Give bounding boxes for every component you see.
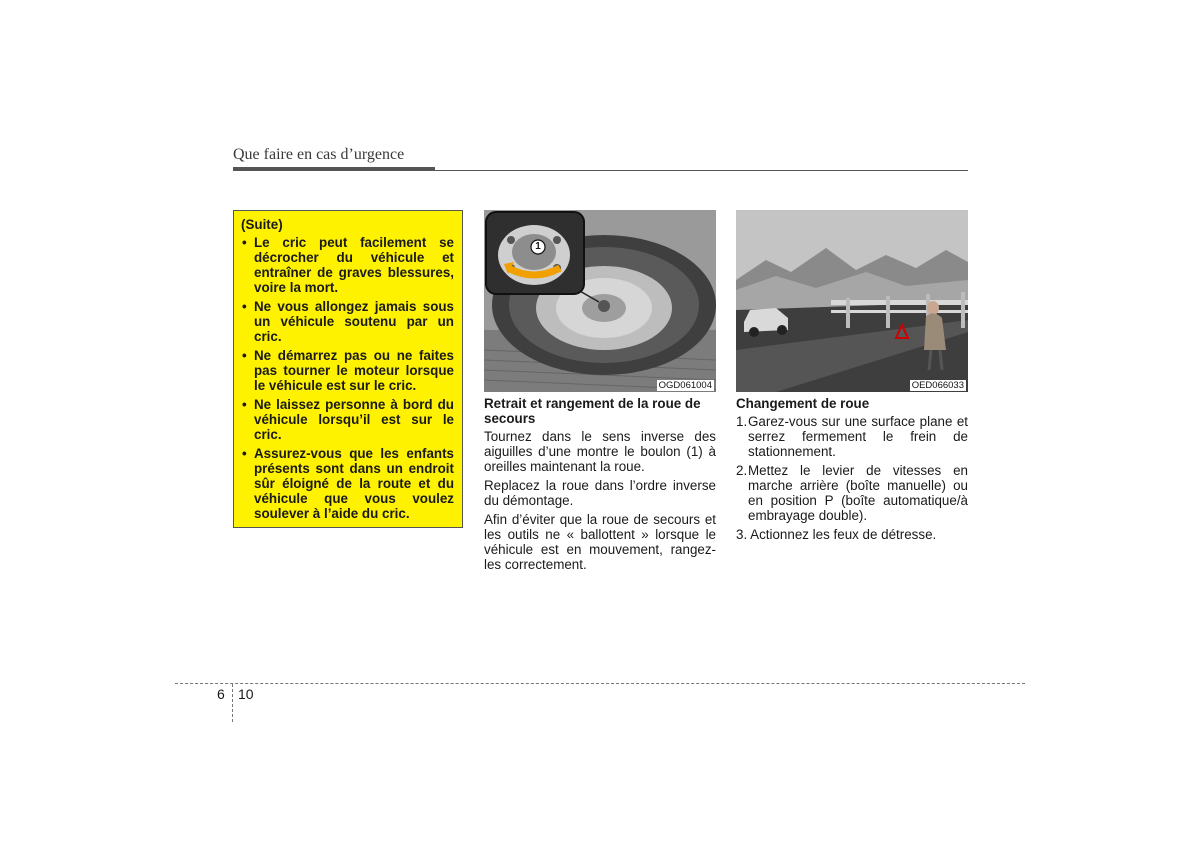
bullet-icon: •	[242, 348, 247, 363]
warning-item-text: Ne vous allongez jamais sous un véhicule soutenu par un cric.	[254, 299, 454, 344]
warning-item-text: Ne laissez personne à bord du véhicule lorsqu’il est sur le cric.	[254, 397, 454, 442]
step-text: Garez-vous sur une surface plane et serrez fermement le frein de stationnement.	[748, 414, 968, 459]
warning-item-text: Le cric peut facilement se décrocher du véhicule et entraîner de graves blessures, voire la mort.	[254, 235, 454, 295]
chapter-number: 6	[217, 686, 225, 702]
warning-item-text: Assurez-vous que les enfants présents sont dans un endroit sûr éloigné de la route et du véhicule que vous voulez soulever à l’aide du cric.	[254, 446, 454, 521]
step-text: Mettez le levier de vitesses en marche arrière (boîte manuelle) ou en position P (boîte automatique/à embrayage double).	[748, 463, 968, 523]
warning-title: (Suite)	[241, 217, 283, 232]
step-item	[736, 414, 968, 459]
figure-code: OGD061004	[658, 380, 712, 391]
steps-list	[736, 414, 968, 542]
warning-item	[241, 348, 454, 393]
paragraph: Afin d’éviter que la roue de secours et les outils ne « ballottent » lorsque le véhicule est en mouvement, rangez-les correctement.	[484, 512, 716, 572]
step-number: 3.	[736, 527, 751, 542]
bullet-icon: •	[242, 397, 247, 412]
step-number: 1.	[736, 414, 748, 429]
warning-item	[241, 299, 454, 344]
roadside-drawing	[736, 210, 968, 392]
step-item	[736, 463, 968, 523]
spare-wheel-illustration	[484, 210, 716, 392]
paragraph: Replacez la roue dans l’ordre inverse du démontage.	[484, 478, 716, 508]
step-number: 2.	[736, 463, 748, 478]
section-heading: Changement de roue	[736, 396, 870, 411]
warning-item	[241, 397, 454, 442]
paragraph: Tournez dans le sens inverse des aiguilles d’une montre le boulon (1) à oreilles maintenant la roue.	[484, 429, 716, 474]
bullet-icon: •	[242, 446, 247, 461]
step-item	[736, 527, 968, 542]
page-header-title: Que faire en cas d’urgence	[233, 146, 405, 163]
bullet-icon: •	[242, 235, 247, 250]
spare-wheel-section	[484, 396, 716, 576]
page-number: 10	[238, 686, 254, 702]
warning-item-text: Ne démarrez pas ou ne faites pas tourner le moteur lorsque le véhicule est sur le cric.	[254, 348, 454, 393]
footer-rule	[175, 683, 1025, 684]
warning-list	[241, 235, 454, 521]
header-rule	[233, 170, 968, 171]
spare-wheel-drawing	[484, 210, 716, 392]
bullet-icon: •	[242, 299, 247, 314]
footer-divider	[232, 684, 233, 722]
section-heading: Retrait et rangement de la roue de secours	[484, 396, 701, 426]
warning-box	[233, 210, 463, 528]
warning-item	[241, 446, 454, 521]
warning-item	[241, 235, 454, 295]
figure-code: OED066033	[911, 380, 964, 391]
wheel-change-section	[736, 396, 968, 546]
step-text: Actionnez les feux de détresse.	[750, 527, 937, 542]
roadside-illustration	[736, 210, 968, 392]
callout-label: 1	[535, 241, 541, 252]
